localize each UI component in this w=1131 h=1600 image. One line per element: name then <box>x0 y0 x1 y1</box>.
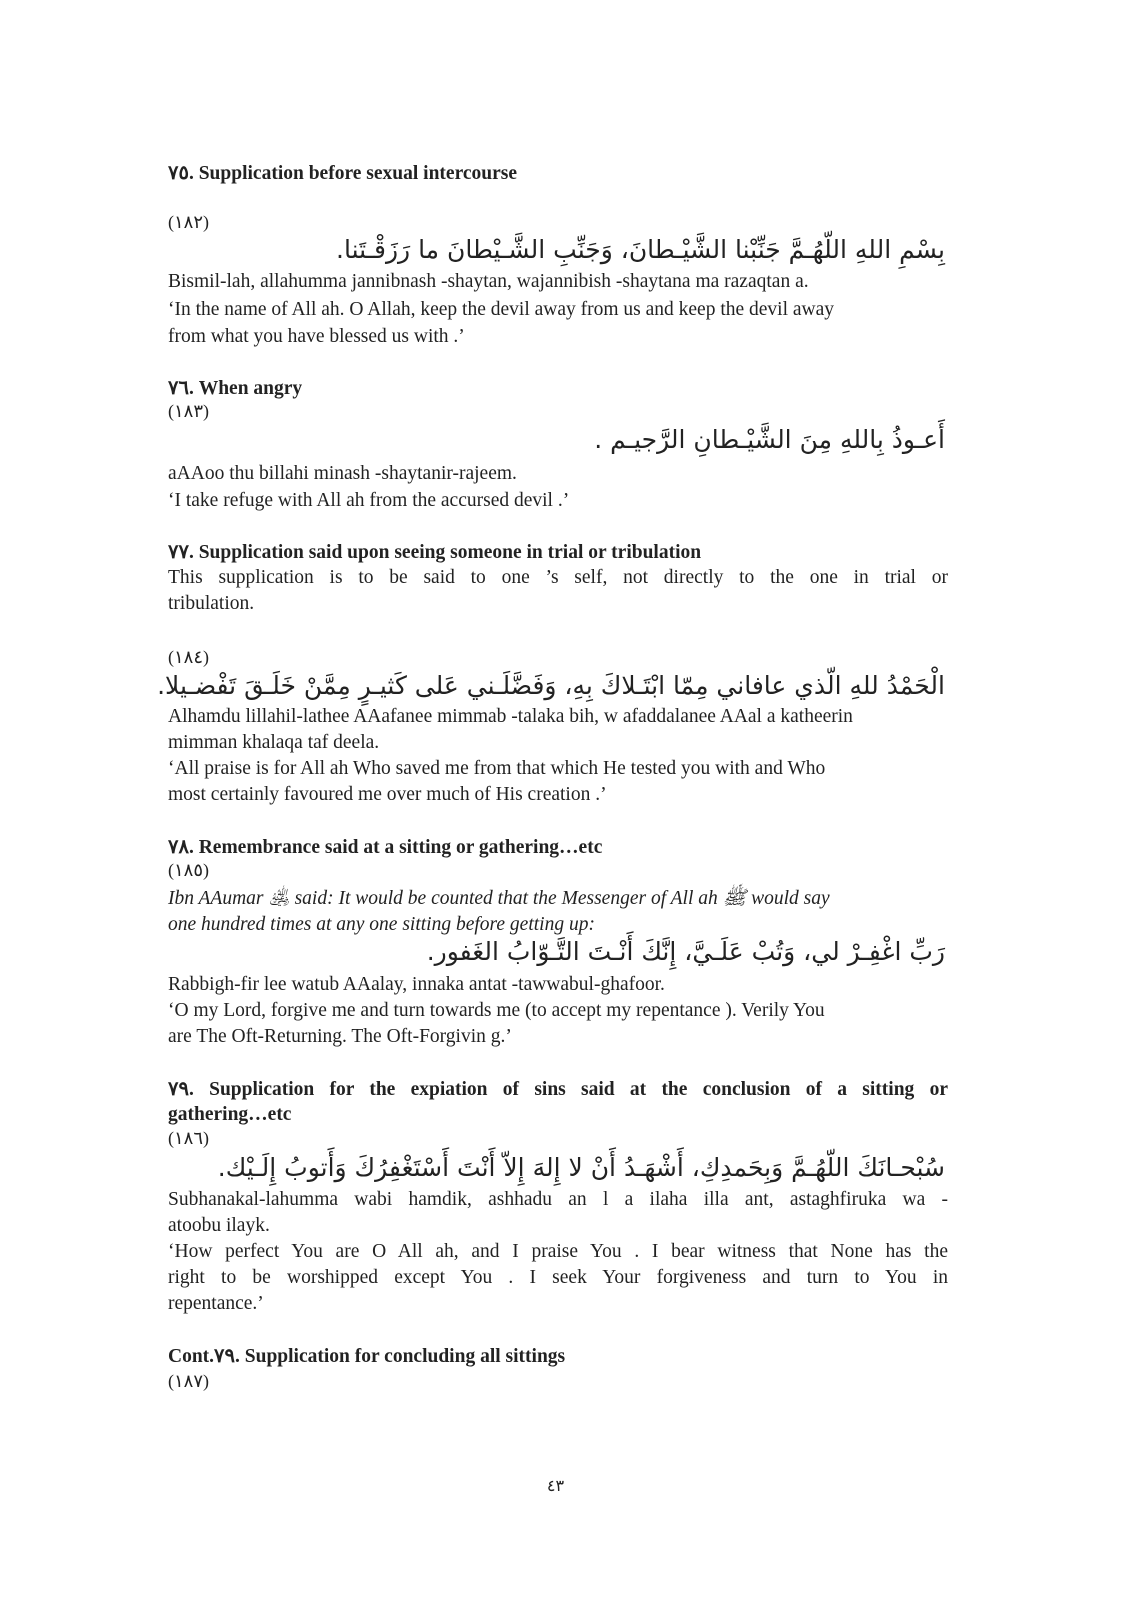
section-heading: ٧٥. Supplication before sexual intercourse <box>168 163 518 184</box>
translation: most certainly favoured me over much of His creation .’ <box>168 784 607 805</box>
section-heading: ٧٨. Remembrance said at a sitting or gathering…etc <box>168 837 603 858</box>
transliteration: Alhamdu lillahil-lathee AAafanee mimmab -talaka bih, w afaddalanee AAal a katheerin <box>168 706 853 727</box>
translation: from what you have blessed us with .’ <box>168 326 465 347</box>
intro-text: tribulation. <box>168 593 255 614</box>
narration-text: Ibn AAumar ﵁ said: It would be counted that the Messenger of All ah ﷺ would say <box>168 888 830 909</box>
narration-text: one hundred times at any one sitting before getting up: <box>168 914 595 935</box>
translation: ‘How perfect You are O All ah, and I praise You . I bear witness that None has the <box>168 1241 948 1262</box>
transliteration: atoobu ilayk. <box>168 1215 270 1236</box>
transliteration: aAAoo thu billahi minash -shaytanir-rajeem. <box>168 463 517 484</box>
arabic-text: الْحَمْدُ للهِ الّذي عافاني مِمّا ابْتَـلاكَ بِهِ، وَفَضَّلَـني عَلى كَثيـرٍ مِمَّنْ خَلَـقَ تَفْضـيلا. <box>157 671 945 700</box>
page-number: ٤٣ <box>546 1478 565 1495</box>
translation: ‘I take refuge with All ah from the accursed devil .’ <box>168 490 570 511</box>
arabic-text: سُبْحـانَكَ اللّهُـمَّ وَبِحَمدِكِ، أَشْهَـدُ أَنْ لا إِلهَ إِلاّ أَنْتَ أَسْتَغْفِرُكَ وَأَتوبُ إِلَـيْك. <box>217 1153 945 1182</box>
transliteration: mimman khalaqa taf deela. <box>168 732 380 753</box>
section-heading: gathering…etc <box>168 1104 292 1125</box>
hadith-ref: (١٨٢) <box>168 212 210 232</box>
translation: are The Oft-Returning. The Oft-Forgivin g.’ <box>168 1026 512 1047</box>
hadith-ref: (١٨٥) <box>168 860 210 880</box>
translation: ‘All praise is for All ah Who saved me from that which He tested you with and Who <box>168 758 826 779</box>
section-heading: ٧٧. Supplication said upon seeing someone in trial or tribulation <box>168 542 702 563</box>
transliteration: Subhanakal-lahumma wabi hamdik, ashhadu an l a ilaha illa ant, astaghfiruka wa - <box>168 1189 948 1210</box>
section-heading: ٧٩. Supplication for the expiation of sins said at the conclusion of a sitting or <box>168 1079 948 1100</box>
translation: right to be worshipped except You . I seek Your forgiveness and turn to You in <box>168 1267 948 1288</box>
hadith-ref: (١٨٦) <box>168 1128 210 1148</box>
translation: repentance.’ <box>168 1293 264 1314</box>
arabic-text: أَعـوذُ بِاللهِ مِنَ الشَّيْـطانِ الرَّجيـم . <box>594 425 945 454</box>
hadith-ref: (١٨٣) <box>168 401 210 421</box>
arabic-text: رَبِّ اغْفِـرْ لي، وَتُبْ عَلَـيَّ، إِنَّكَ أَنْـتَ التَّـوّابُ الغَفور. <box>426 937 945 966</box>
intro-text: This supplication is to be said to one ’s self, not directly to the one in trial or <box>168 567 948 588</box>
translation: ‘In the name of All ah. O Allah, keep the devil away from us and keep the devil away <box>168 299 835 320</box>
transliteration: Rabbigh-fir lee watub AAalay, innaka antat -tawwabul-ghafoor. <box>168 974 665 995</box>
arabic-text: بِسْمِ اللهِ اللّهُـمَّ جَنِّبْنا الشَّيْـطانَ، وَجَنِّبِ الشَّـيْطانَ ما رَزَقْـتَنا. <box>336 235 945 264</box>
section-heading: Cont.٧٩. Supplication for concluding all sittings <box>168 1346 566 1367</box>
transliteration: Bismil-lah, allahumma jannibnash -shaytan, wajannibish -shaytana ma razaqtan a. <box>168 271 809 292</box>
section-heading: ٧٦. When angry <box>168 378 303 399</box>
hadith-ref: (١٨٤) <box>168 647 210 667</box>
hadith-ref: (١٨٧) <box>168 1371 210 1391</box>
translation: ‘O my Lord, forgive me and turn towards me (to accept my repentance ). Verily You <box>168 1000 825 1021</box>
